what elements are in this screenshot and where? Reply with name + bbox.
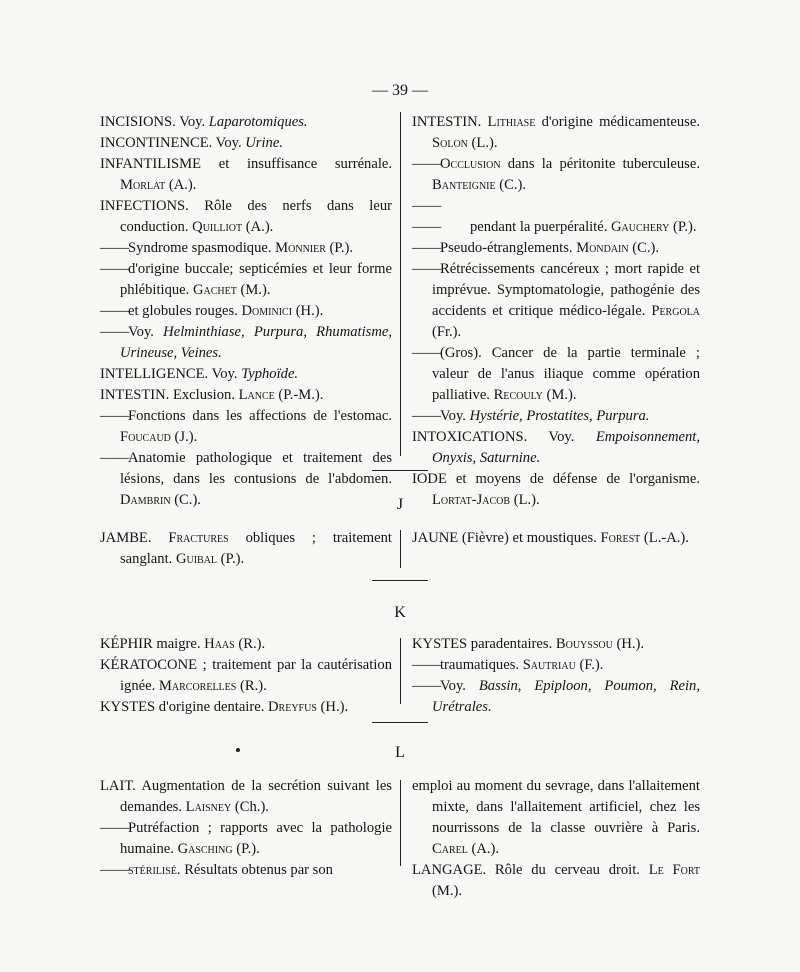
column-right-K	[412, 634, 700, 718]
section-letter-K: K	[394, 604, 406, 621]
column-divider	[400, 112, 401, 456]
index-entry: KYSTES d'origine dentaire. Dreyfus (H.).	[100, 699, 349, 715]
index-entry: ——(Gros). Cancer de la partie terminale ; valeur de l'anus iliaque comme opération palliative. Recouly (M.).	[412, 345, 700, 403]
index-entry: INTESTIN. Lithiase d'origine médicamenteuse. Solon (L.).	[412, 114, 700, 151]
page-number: — 39 —	[372, 82, 428, 99]
column-divider	[400, 638, 401, 704]
column-divider	[400, 780, 401, 866]
column-left-K	[100, 634, 392, 718]
column-divider	[400, 530, 401, 568]
index-entry: INTESTIN. Exclusion. Lance (P.-M.).	[100, 387, 324, 403]
index-entry: ——Anatomie pathologique et traitement des lésions, dans les contusions de l'abdomen. Dambrin (C.).	[100, 450, 392, 508]
index-entry: INCONTINENCE. Voy. Urine.	[100, 135, 283, 151]
index-entry: ——Occlusion dans la péritonite tuberculeuse. Banteignie (C.).	[412, 156, 700, 193]
index-entry: KÉRATOCONE ; traitement par la cautérisation ignée. Marcorelles (R.).	[100, 657, 392, 694]
index-entry: ——Syndrome spasmodique. Monnier (P.).	[100, 240, 354, 256]
index-entry: ——traumatiques. Sautriau (F.).	[412, 657, 604, 673]
column-left-J	[100, 528, 392, 570]
section-letter-L: L	[395, 744, 405, 761]
section-rule	[372, 580, 428, 581]
index-entry: ——d'origine buccale; septicémies et leur forme phlébitique. Gachet (M.).	[100, 261, 392, 298]
index-entry: INTOXICATIONS. Voy. Empoisonnement, Onyxis, Saturnine.	[412, 429, 700, 466]
index-entry: ——Fonctions dans les affections de l'estomac. Foucaud (J.).	[100, 408, 392, 445]
index-entry: LAIT. Augmentation de la secrétion suivant les demandes. Laisney (Ch.).	[100, 778, 392, 815]
column-right-I	[412, 112, 700, 511]
index-entry: ——Putréfaction ; rapports avec la pathologie humaine. Gasching (P.).	[100, 820, 392, 857]
index-entry: KYSTES paradentaires. Bouyssou (H.).	[412, 636, 645, 652]
column-right-L	[412, 776, 700, 902]
section-rule	[372, 470, 428, 471]
section-rule	[372, 722, 428, 723]
index-entry: ——stérilisé. Résultats obtenus par son	[100, 862, 333, 878]
index-entry: INCISIONS. Voy. Laparotomiques.	[100, 114, 308, 130]
column-left-L	[100, 776, 392, 881]
index-entry: emploi au moment du sevrage, dans l'allaitement mixte, dans l'allaitement artificiel, chez les nourrissons de la classe ouvrière à Paris. Carel (A.).	[412, 778, 700, 857]
section-letter-J: J	[396, 496, 404, 513]
index-entry: ——Voy. Bassin, Epiploon, Poumon, Rein, Urétrales.	[412, 678, 700, 715]
index-entry: INFECTIONS. Rôle des nerfs dans leur conduction. Quilliot (A.).	[100, 198, 392, 235]
index-entry: JAMBE. Fractures obliques ; traitement sanglant. Guibal (P.).	[100, 530, 392, 567]
index-entry: ——Voy. Hystérie, Prostatites, Purpura.	[412, 408, 650, 424]
index-entry: ——Pseudo-étranglements. Mondain (C.).	[412, 240, 660, 256]
index-entry: KÉPHIR maigre. Haas (R.).	[100, 636, 266, 652]
index-entry: LANGAGE. Rôle du cerveau droit. Le Fort (M.).	[412, 862, 700, 899]
index-entry: —— —— pendant la puerpéralité. Gauchery (P.).	[412, 198, 697, 235]
index-entry: INTELLIGENCE. Voy. Typhoïde.	[100, 366, 299, 382]
index-entry: INFANTILISME et insuffisance surrénale. Morlat (A.).	[100, 156, 392, 193]
index-entry: JAUNE (Fièvre) et moustiques. Forest (L.-A.).	[412, 530, 689, 546]
index-entry: ——et globules rouges. Dominici (H.).	[100, 303, 324, 319]
column-right-J	[412, 528, 700, 549]
index-entry: ——Rétrécissements cancéreux ; mort rapide et imprévue. Symptomatologie, pathogénie des accidents et critique médico-légale. Pergola (Fr.).	[412, 261, 700, 340]
index-entry: IODE et moyens de défense de l'organisme. Lortat-Jacob (L.).	[412, 471, 700, 508]
column-left-I	[100, 112, 392, 511]
index-entry: ——Voy. Helminthiase, Purpura, Rhumatisme, Urineuse, Veines.	[100, 324, 392, 361]
